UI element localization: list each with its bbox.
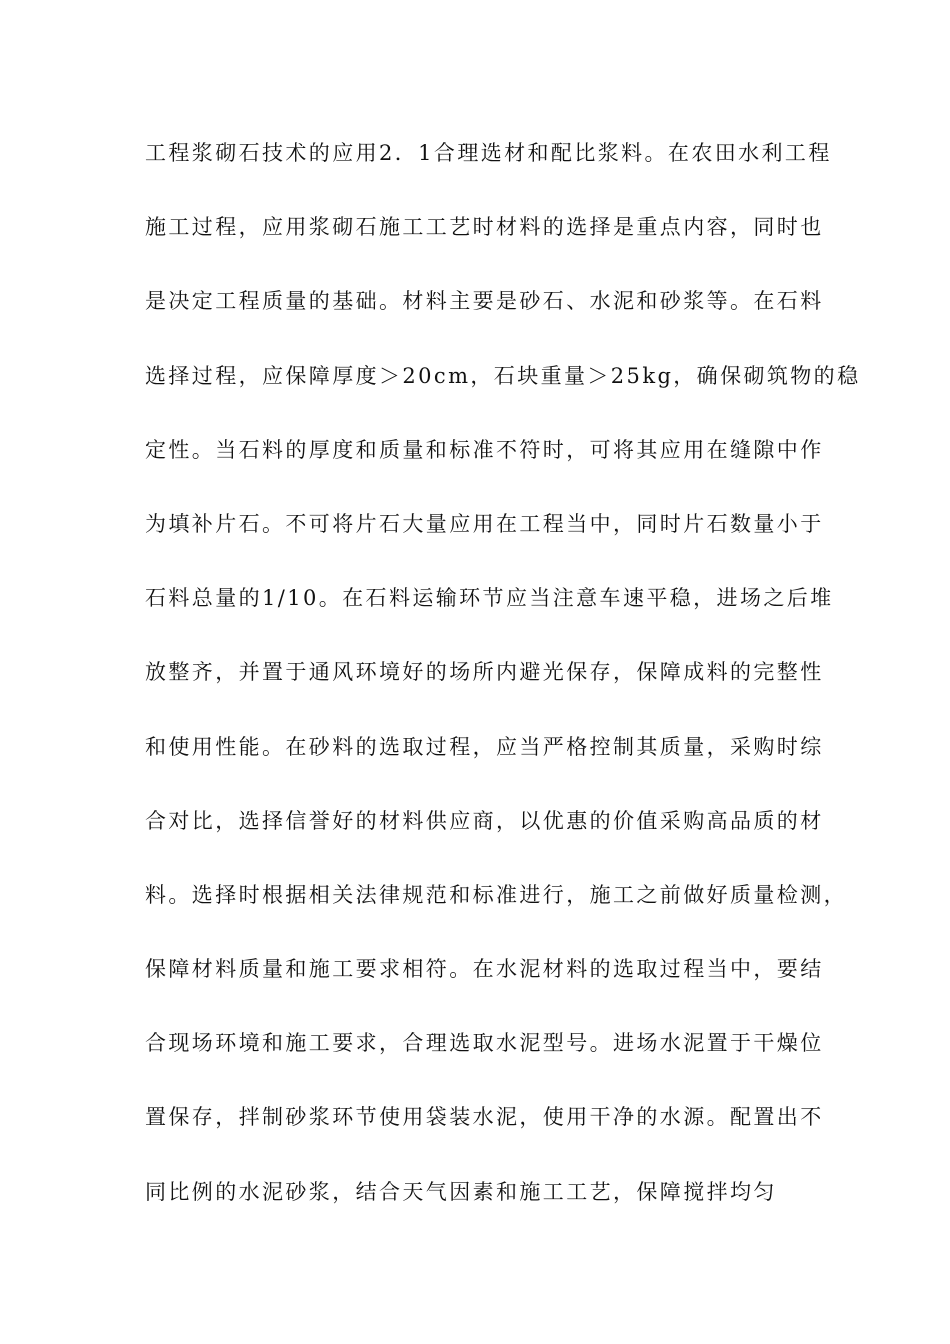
text-line-3: 是决定工程质量的基础。材料主要是砂石、水泥和砂浆等。在石料 [145,289,824,314]
text-line-4: 选择过程，应保障厚度＞20cm，石块重量＞25kg，确保砌筑物的稳 [145,363,861,388]
text-line-6: 为填补片石。不可将片石大量应用在工程当中，同时片石数量小于 [145,511,824,536]
text-line-12: 保障材料质量和施工要求相符。在水泥材料的选取过程当中，要结 [145,957,824,982]
text-line-13: 合现场环境和施工要求，合理选取水泥型号。进场水泥置于干燥位 [145,1031,824,1056]
text-line-5: 定性。当石料的厚度和质量和标准不符时，可将其应用在缝隙中作 [145,437,824,462]
text-line-8: 放整齐，并置于通风环境好的场所内避光保存，保障成料的完整性 [145,660,824,685]
text-line-14: 置保存，拌制砂浆环节使用袋装水泥，使用干净的水源。配置出不 [145,1105,824,1130]
text-line-1: 工程浆砌石技术的应用2．1合理选材和配比浆料。在农田水利工程 [145,141,832,165]
text-line-9: 和使用性能。在砂料的选取过程，应当严格控制其质量，采购时综 [145,734,824,759]
body-text [145,132,861,1245]
text-line-10: 合对比，选择信誉好的材料供应商，以优惠的价值采购高品质的材 [145,808,824,833]
text-line-2: 施工过程，应用浆砌石施工工艺时材料的选择是重点内容，同时也 [145,215,824,240]
text-line-11: 料。选择时根据相关法律规范和标准进行，施工之前做好质量检测， [145,882,847,907]
text-line-15: 同比例的水泥砂浆，结合天气因素和施工工艺，保障搅拌均匀 [145,1179,777,1204]
text-line-7: 石料总量的1/10。在石料运输环节应当注意车速平稳，进场之后堆 [145,586,834,611]
